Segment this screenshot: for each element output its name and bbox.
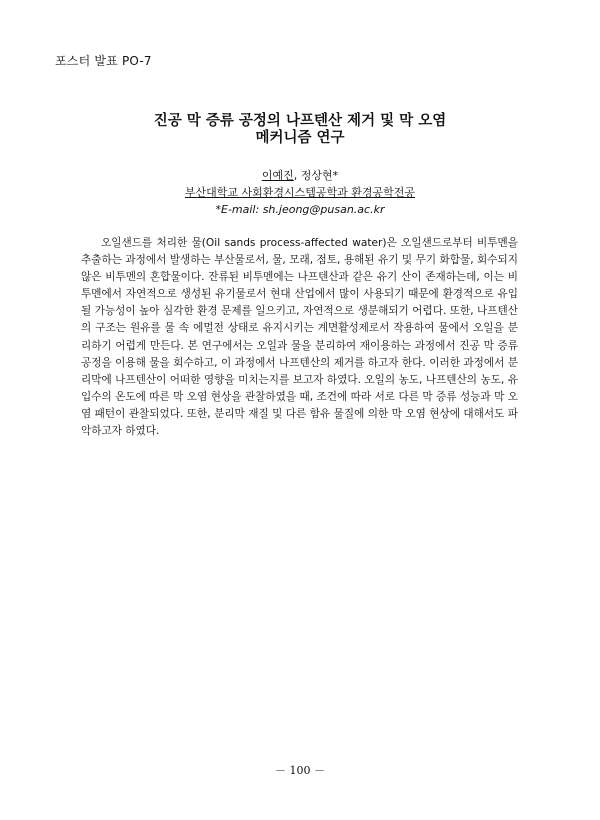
author-block — [60, 167, 540, 218]
author-names — [60, 167, 540, 184]
session-label: 포스터 발표 PO-7 — [55, 54, 152, 68]
abstract-body: 오일샌드를 처리한 물(Oil sands process-affected water)은 오일샌드로부터 비투멘을 추출하는 과정에서 발생하는 부산물로서, 물, 모래, 점토, 용해된 유기 및 무기 화합물, 회수되지 않은 비투멘의 혼합물이다. 잔류된 비투멘에는 나프텐산과 같은 유기 산이 존재하는데, 이는 비투멘에서 자연적으로 생성된 유기물로서 현대 산업에서 많이 사용되기 때문에 환경적으로 유입될 가능성이 높아 심각한 환경 문제를 일으키고, 자연적으로 생분해되기 어렵다. 또한, 나프텐산의 구조는 원유를 물 속 에멀전 상태로 유지시키는 계면활성제로서 작용하여 물에서 오일을 분리하기 어렵게 만든다. 본 연구에서는 오일과 물을 분리하여 재이용하는 과정에서 진공 막 증류 공정을 이용해 물을 회수하고, 이 과정에서 나프텐산의 제거를 하고자 한다. 이러한 과정에서 분리막에 나프텐산이 어떠한 영향을 미치는지를 보고자 하였다. 오일의 농도, 나프텐산의 농도, 유입수의 온도에 따른 막 오염 현상을 관찰하였을 때, 조건에 따라 서로 다른 막 증류 성능과 막 오염 패턴이 관찰되었다. 또한, 분리막 재질 및 다른 함유 물질에 의한 막 오염 현상에 대해서도 파악하고자 하였다. — [81, 237, 518, 438]
author-separator: , — [293, 169, 301, 182]
paper-title — [60, 113, 540, 147]
author-1: 이예진 — [261, 169, 294, 182]
affiliation: 부산대학교 사회환경시스템공학과 환경공학전공 — [184, 186, 416, 199]
page-number: － 100 － — [275, 764, 325, 777]
email: *E-mail: sh.jeong@pusan.ac.kr — [215, 203, 385, 216]
author-2: 정상현* — [300, 169, 339, 182]
title-line-1: 진공 막 증류 공정의 나프텐산 제거 및 막 오염 — [153, 113, 447, 129]
title-line-2: 메커니즘 연구 — [255, 130, 345, 146]
